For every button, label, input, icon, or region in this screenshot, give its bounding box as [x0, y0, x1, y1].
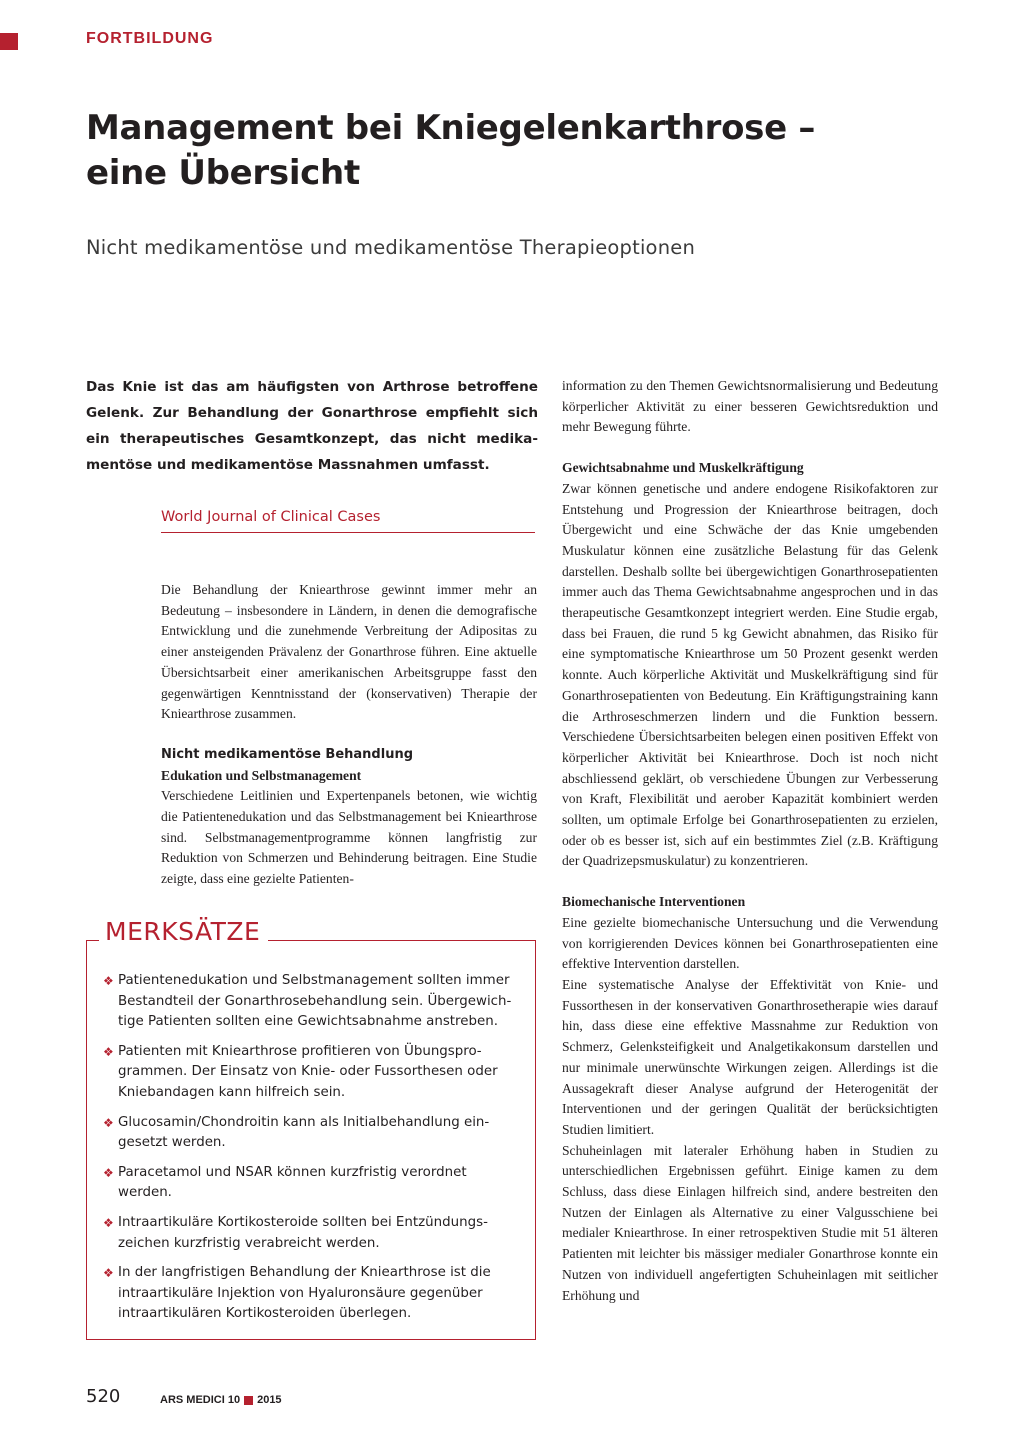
column-left: [161, 580, 537, 890]
column-right: [562, 376, 938, 1306]
body-paragraph: Eine systematische Analyse der Effektivität von Knie- und Fussorthesen in der konservativen Gonarthrosetherapie wies darauf hin, dass diese eine effektive Massnahme zur Reduktion von Schmerz, Gelenksteifigkeit und Analgetikakonsum darstellen und nur minimale unerwünschte Wirkungen zeigen. Allerdings ist die Aussagekraft dieser Analyse aufgrund der Heterogenität der Interventionen und der geringen Qualität der berücksichtigten Studien limitiert.: [562, 976, 938, 1137]
key-point-item: [103, 1163, 518, 1204]
footer-square-icon: [244, 1396, 253, 1405]
key-point-item: [103, 971, 518, 1033]
title-line-2: eine Übersicht: [86, 153, 360, 193]
article-subtitle: Nicht medikamentöse und medikamentöse Therapieoptionen: [86, 236, 696, 259]
body-paragraph: Schuheinlagen mit lateraler Erhöhung haben in Studien zu unterschiedlichen Ergebnissen geführt. Einige kamen zu dem Schluss, dass diese Einlagen hilfreich sind, andere bestreiten den Nutzen der Einlagen als Alternative zu einer Valgusschiene bei medialer Kniearthrose. In einer retrospektiven Studie mit 51 älteren Patienten mit leichter bis mässiger medialer Gonarthrose konnte ein Nutzen von individuell angefertigten Schuheinlagen mit seitlicher Erhöhung und: [562, 1142, 938, 1303]
key-point-item: [103, 1213, 518, 1254]
key-point-item: [103, 1263, 518, 1325]
key-points-title: MERKSÄTZE: [99, 917, 268, 946]
section-heading: Nicht medikamentöse Behandlung: [161, 746, 414, 762]
diamond-bullet-icon: ❖: [103, 1215, 114, 1230]
key-point-item: [103, 1113, 518, 1154]
key-point-text: Paracetamol und NSAR können kurzfristig verordnet werden.: [118, 1164, 467, 1201]
diamond-bullet-icon: ❖: [103, 1115, 114, 1130]
key-point-text: Patienten mit Kniearthrose profitieren von Übungsprogrammen. Der Einsatz von Knie- oder Fussorthesen oder Kniebandagen kann hilfreich sein.: [118, 1043, 498, 1100]
subsection-heading: Biomechanische Interventionen: [562, 894, 746, 910]
section-label: FORTBILDUNG: [86, 30, 214, 47]
key-point-text: Glucosamin/Chondroitin kann als Initialbehandlung eingesetzt werden.: [118, 1114, 490, 1151]
journal-name: ARS MEDICI 10: [160, 1394, 241, 1406]
subsection-heading: Edukation und Selbstmanagement: [161, 767, 362, 783]
section-marker: [0, 33, 18, 50]
body-paragraph: Zwar können genetische und andere endogene Risikofaktoren zur Entstehung und Progression der Kniearthrose beitragen, doch Übergewicht und eine Schwäche der das Knie umgebenden Muskulatur können eine zusätzliche Belastung für das Gelenk darstellen. Deshalb sollte bei übergewichtigen Gonarthrosepatienten immer auch das Thema Gewichtsabnahme angesprochen und in das therapeutische Gesamtkonzept integriert werden. Eine Studie ergab, dass bei Frauen, die rund 5 kg Gewicht abnahmen, das Risiko für eine symptomatische Kniearthrose um 50 Prozent gesenkt werden konnte. Auch körperliche Aktivität und Muskelkräftigung sind für Gonarthrosepatienten von Bedeutung. Ein Kräftigungstraining kann die Arthroseschmerzen lindern und die Funktion bessern. Verschiedene Übersichtsarbeiten belegen einen positiven Effekt von körperlicher Aktivität bei Kniearthrose. Doch ist noch nicht abschliessend geklärt, ob verschiedene Übungen zur Verbesserung von Kraft, Flexibilität und aerober Kapazität kombiniert werden sollten, um optimale Erfolge bei Gonarthrosepatienten zu erzielen, oder ob es besser ist, sich auf ein bestimmtes Ziel (z.B. Kräftigung der Quadrizepsmuskulatur) zu konzentrieren.: [562, 480, 938, 869]
diamond-bullet-icon: ❖: [103, 1165, 114, 1180]
subsection-heading: Gewichtsabnahme und Muskelkräftigung: [562, 460, 804, 476]
intro-paragraph: Die Behandlung der Kniearthrose gewinnt immer mehr an Bedeutung – insbesondere in Ländern, in denen die demografische Entwicklung und die zunehmende Verbreitung der Adipositas zu einer ansteigenden Prävalenz der Gonarthrose führen. Eine aktuelle Übersichtsarbeit einer amerikanischen Arbeitsgruppe fasst den gegenwärtigen Kenntnisstand der (konservativen) Therapie der Kniearthrose zusammen.: [161, 582, 537, 722]
key-points-list: [103, 971, 518, 1334]
page-number: 520: [86, 1386, 121, 1407]
key-point-text: Intraartikuläre Kortikosteroide sollten bei Entzündungszeichen kurzfristig verabreicht werden.: [118, 1214, 488, 1251]
article-title: [86, 106, 946, 196]
diamond-bullet-icon: ❖: [103, 974, 114, 988]
journal-year: 2015: [257, 1394, 282, 1406]
body-paragraph: Eine gezielte biomechanische Untersuchung und die Verwendung von korrigierenden Devices können bei Gonarthrosepatienten eine effektive Intervention darstellen.: [562, 914, 938, 972]
body-paragraph: information zu den Themen Gewichtsnormalisierung und Bedeutung körperlicher Aktivität zu einer besseren Gewichtsreduktion und mehr Bewegung führte.: [562, 378, 938, 435]
lead-paragraph: Das Knie ist das am häufigsten von Arthrose betroffene Gelenk. Zur Behandlung der Gonarthrose empfiehlt sich ein therapeutisches Gesamtkonzept, das nicht medikamentöse und medikamentöse Massnahmen umfasst.: [86, 379, 538, 473]
diamond-bullet-icon: ❖: [103, 1044, 114, 1059]
title-line-1: Management bei Kniegelenkarthrose –: [86, 108, 816, 148]
diamond-bullet-icon: ❖: [103, 1266, 114, 1281]
source-citation: World Journal of Clinical Cases: [161, 509, 535, 533]
key-point-item: [103, 1042, 518, 1104]
key-points-box: [86, 917, 536, 1340]
body-paragraph: Verschiedene Leitlinien und Expertenpanels betonen, wie wichtig die Patientenedukation und das Selbstmanagement bei Kniearthrose sind. Selbstmanagementprogramme können langfristig zur Reduktion von Schmerzen und Behinderung beitragen. Eine Studie zeigte, dass eine gezielte Patienten-: [161, 788, 537, 887]
journal-footer: [160, 1394, 282, 1406]
key-point-text: Patientenedukation und Selbstmanagement sollten immer Bestandteil der Gonarthrosebehandlung sein. Übergewichtige Patienten sollten eine Gewichtsabnahme anstreben.: [118, 973, 512, 1030]
key-point-text: In der langfristigen Behandlung der Kniearthrose ist die intraartikuläre Injektion von Hyaluronsäure gegenüber intraartikulären Kortikosteroiden überlegen.: [118, 1265, 491, 1322]
